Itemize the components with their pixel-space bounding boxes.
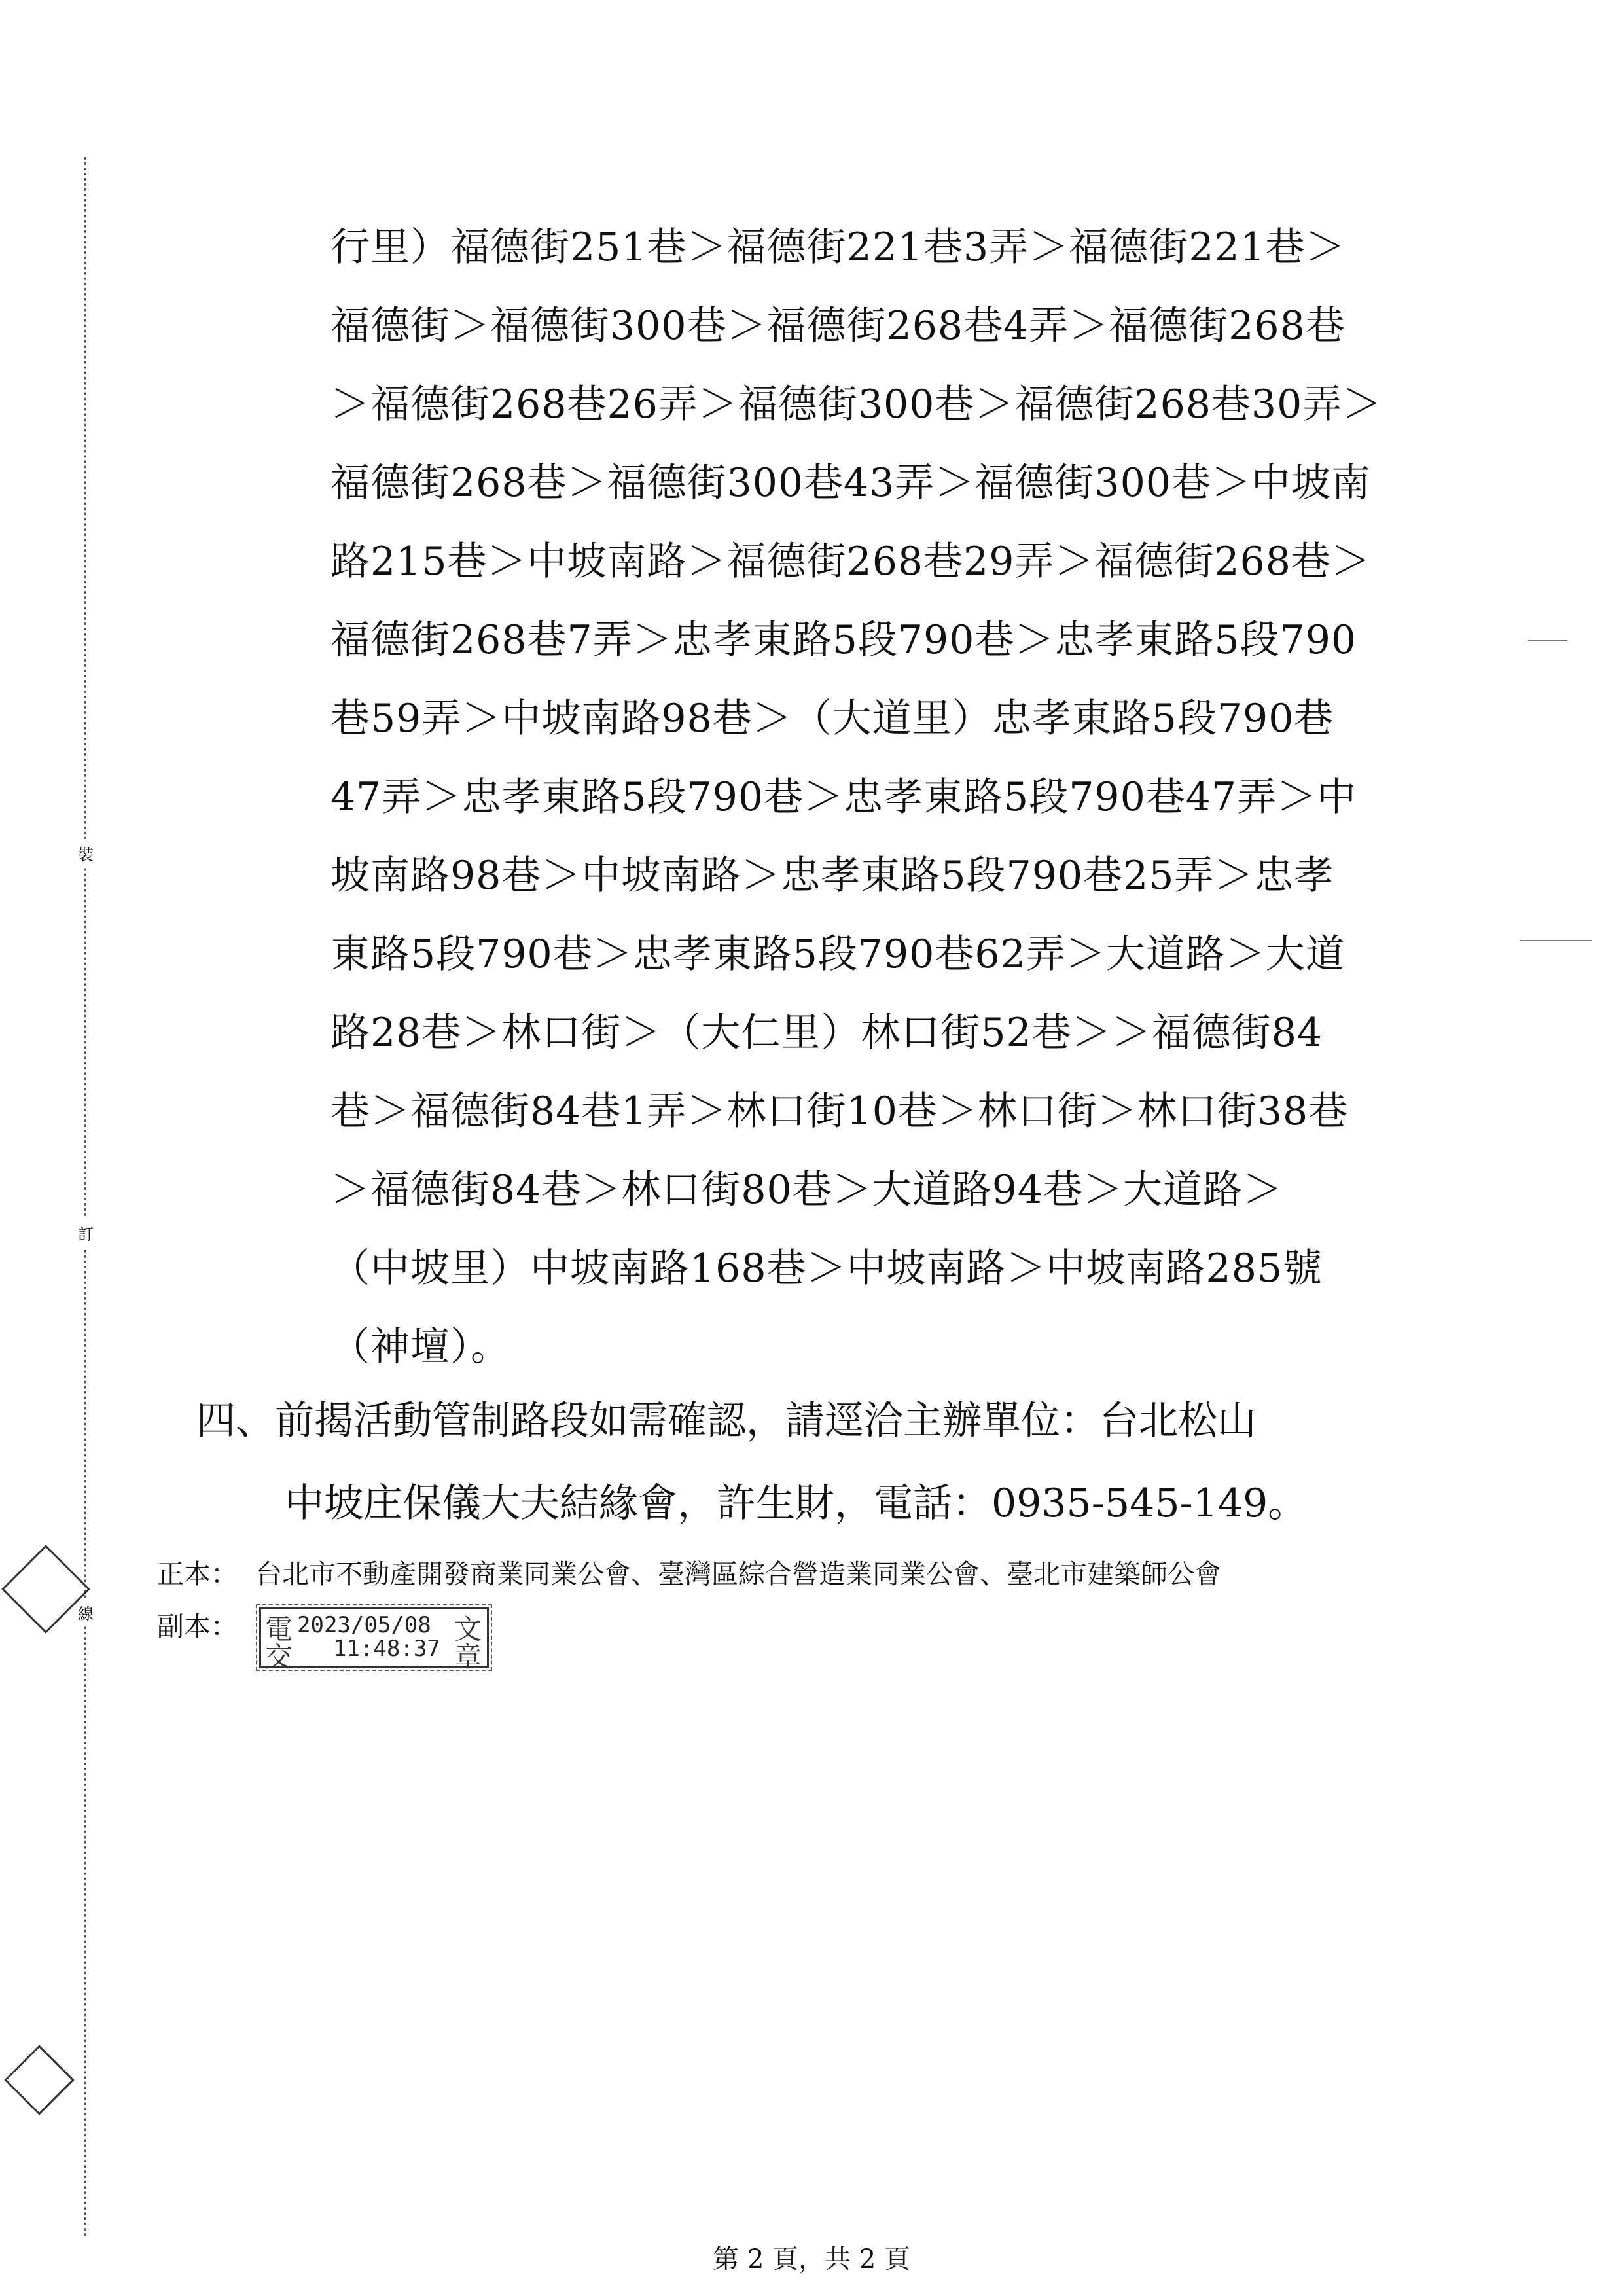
route-line: 福德街268巷＞福德街300巷43弄＞福德街300巷＞中坡南: [330, 460, 1371, 506]
route-line: 坡南路98巷＞中坡南路＞忠孝東路5段790巷25弄＞忠孝: [330, 853, 1334, 899]
binding-mark-xian: 線: [77, 1598, 94, 1626]
stamp-time: 11:48:37: [333, 1636, 440, 1662]
route-line: 巷＞福德街84巷1弄＞林口街10巷＞林口街＞林口街38巷: [330, 1088, 1349, 1134]
route-line: ＞福德街84巷＞林口街80巷＞大道路94巷＞大道路＞: [330, 1167, 1283, 1213]
original-label: 正本：: [157, 1558, 238, 1590]
route-line: 路215巷＞中坡南路＞福德街268巷29弄＞福德街268巷＞: [330, 539, 1371, 584]
item-four: [196, 1380, 1440, 1545]
route-line: 福德街＞福德街300巷＞福德街268巷4弄＞福德街268巷: [330, 303, 1346, 349]
route-list: [330, 208, 1443, 1386]
binding-mark-ding: 訂: [77, 1219, 94, 1247]
route-line: 行里）福德街251巷＞福德街221巷3弄＞福德街221巷＞: [330, 224, 1346, 270]
original-recipients: 台北市不動產開發商業同業公會、臺灣區綜合營造業同業公會、臺北市建築師公會: [255, 1558, 1221, 1590]
distribution-block: [157, 1555, 1440, 1673]
item-four-line-2: 中坡庄保儀大夫結緣會，許生財，電話：0935-545-149。: [285, 1480, 1308, 1526]
margin-seal-icon-2: [4, 2045, 74, 2115]
binding-dotted-line: [84, 157, 86, 2238]
original-recipients-row: [157, 1555, 1440, 1593]
route-line: （中坡里）中坡南路168巷＞中坡南路＞中坡南路285號: [330, 1246, 1323, 1291]
side-dash: [1528, 640, 1567, 641]
electronic-exchange-stamp: [259, 1607, 489, 1673]
stamp-char: 交: [265, 1641, 293, 1673]
side-dash-2: [1520, 940, 1592, 941]
page-number: 第 2 頁，共 2 頁: [713, 2244, 910, 2274]
route-line: ＞福德街268巷26弄＞福德街300巷＞福德街268巷30弄＞: [330, 382, 1383, 427]
copy-recipients-row: [157, 1607, 1440, 1673]
stamp-char: 章: [454, 1641, 482, 1673]
route-line: 路28巷＞林口街＞（大仁里）林口街52巷＞＞福德街84: [330, 1010, 1323, 1056]
route-line: 巷59弄＞中坡南路98巷＞（大道里）忠孝東路5段790巷: [330, 696, 1334, 742]
stamp-date: 2023/05/08: [297, 1612, 431, 1638]
stamp-char: 文: [454, 1613, 482, 1645]
binding-mark-zhuang: 裝: [77, 839, 94, 867]
copy-label: 副本：: [157, 1611, 238, 1642]
route-line: 47弄＞忠孝東路5段790巷＞忠孝東路5段790巷47弄＞中: [330, 774, 1357, 820]
route-line: 福德街268巷7弄＞忠孝東路5段790巷＞忠孝東路5段790: [330, 617, 1357, 663]
stamp-char: 電: [265, 1613, 293, 1645]
item-four-line-1: 四、前揭活動管制路段如需確認，請逕洽主辦單位：台北松山: [196, 1398, 1257, 1444]
route-line: 東路5段790巷＞忠孝東路5段790巷62弄＞大道路＞大道: [330, 931, 1346, 977]
route-line: （神壇）。: [330, 1324, 510, 1370]
